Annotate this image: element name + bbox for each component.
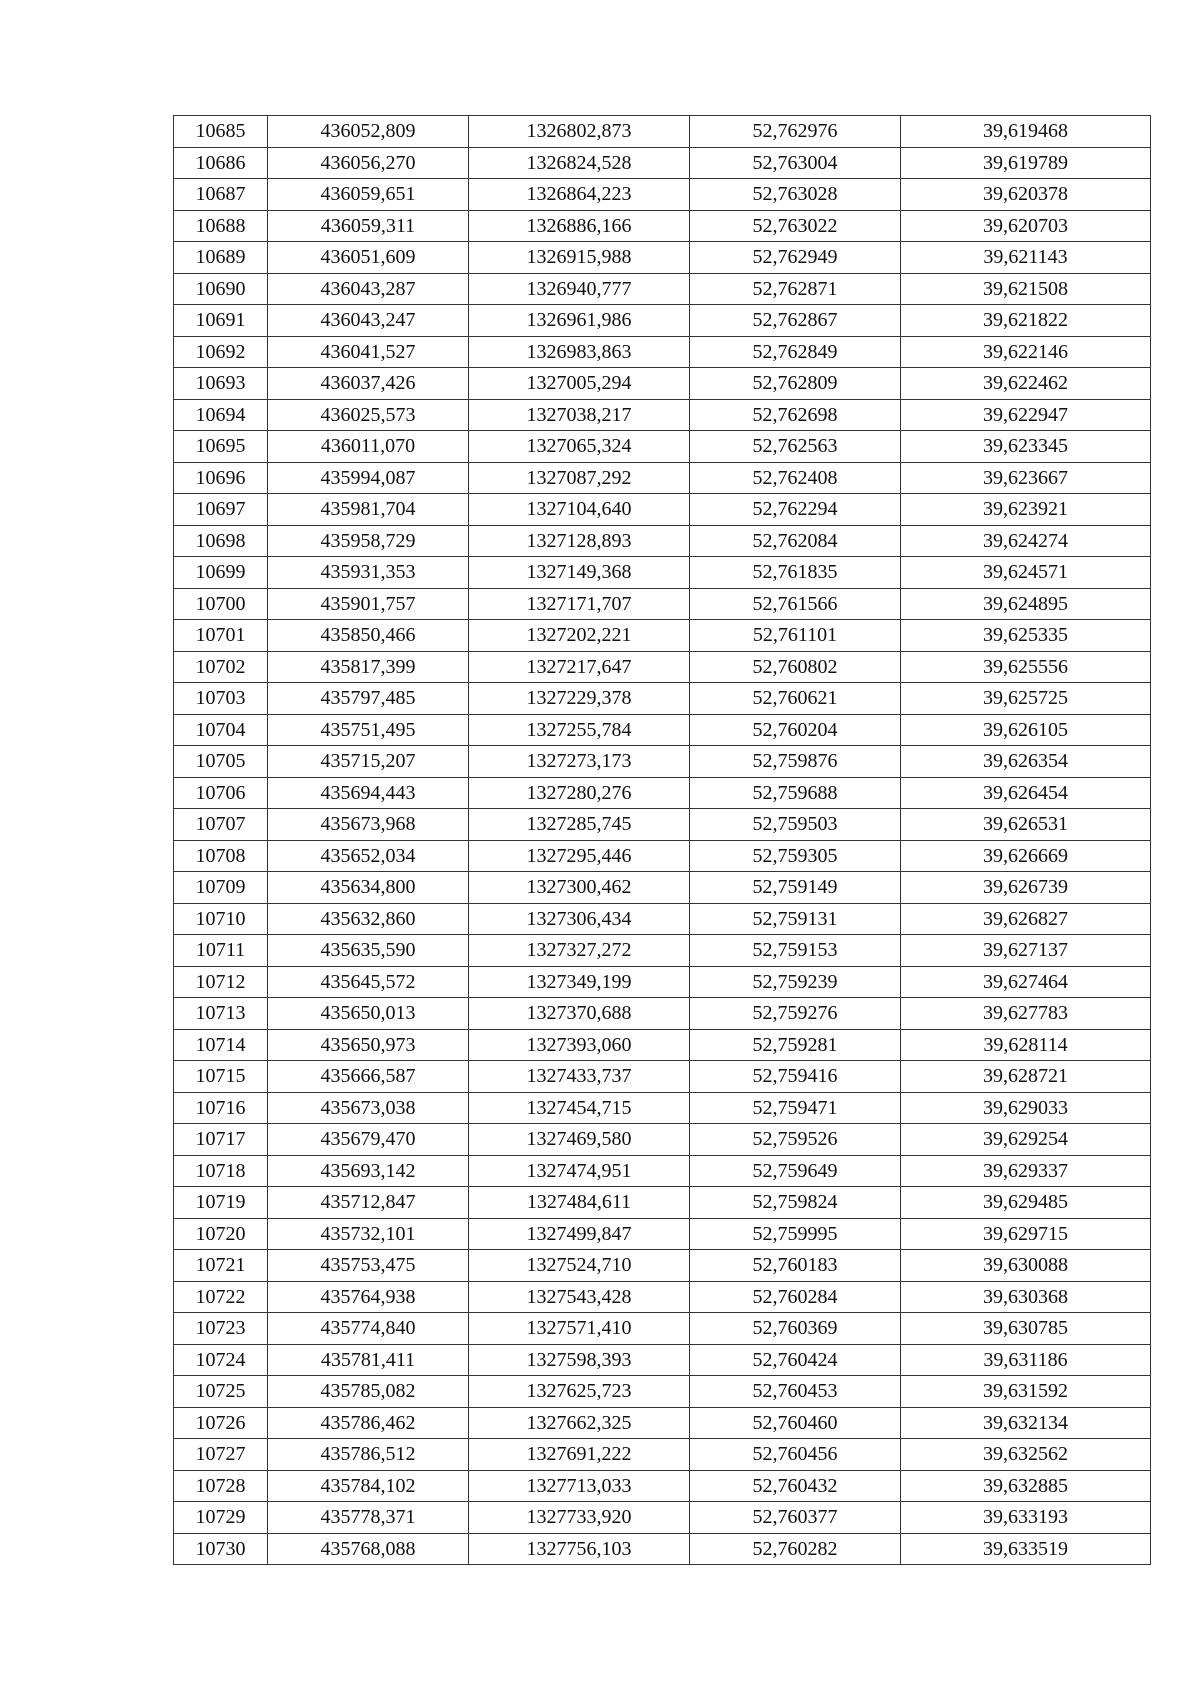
y-coordinate-cell: 1327171,707 (469, 588, 690, 620)
table-row (174, 305, 1151, 337)
point-number-cell: 10717 (174, 1124, 268, 1156)
table-row (174, 1344, 1151, 1376)
point-number-cell: 10687 (174, 179, 268, 211)
table-row (174, 1029, 1151, 1061)
x-coordinate-cell: 436025,573 (268, 399, 469, 431)
y-coordinate-cell: 1327306,434 (469, 903, 690, 935)
longitude-cell: 39,626531 (901, 809, 1151, 841)
point-number-cell: 10727 (174, 1439, 268, 1471)
latitude-cell: 52,760424 (690, 1344, 901, 1376)
table-row (174, 1313, 1151, 1345)
y-coordinate-cell: 1326940,777 (469, 273, 690, 305)
y-coordinate-cell: 1327217,647 (469, 651, 690, 683)
table-row (174, 1281, 1151, 1313)
coordinates-table-body (174, 116, 1151, 1565)
x-coordinate-cell: 435715,207 (268, 746, 469, 778)
latitude-cell: 52,759824 (690, 1187, 901, 1219)
point-number-cell: 10685 (174, 116, 268, 148)
point-number-cell: 10711 (174, 935, 268, 967)
x-coordinate-cell: 436052,809 (268, 116, 469, 148)
table-row (174, 651, 1151, 683)
point-number-cell: 10697 (174, 494, 268, 526)
y-coordinate-cell: 1327454,715 (469, 1092, 690, 1124)
point-number-cell: 10693 (174, 368, 268, 400)
point-number-cell: 10728 (174, 1470, 268, 1502)
table-row (174, 746, 1151, 778)
point-number-cell: 10714 (174, 1029, 268, 1061)
longitude-cell: 39,628721 (901, 1061, 1151, 1093)
longitude-cell: 39,632562 (901, 1439, 1151, 1471)
latitude-cell: 52,759281 (690, 1029, 901, 1061)
longitude-cell: 39,626669 (901, 840, 1151, 872)
point-number-cell: 10688 (174, 210, 268, 242)
longitude-cell: 39,630088 (901, 1250, 1151, 1282)
y-coordinate-cell: 1327202,221 (469, 620, 690, 652)
x-coordinate-cell: 435634,800 (268, 872, 469, 904)
longitude-cell: 39,619789 (901, 147, 1151, 179)
y-coordinate-cell: 1327065,324 (469, 431, 690, 463)
y-coordinate-cell: 1326824,528 (469, 147, 690, 179)
y-coordinate-cell: 1327469,580 (469, 1124, 690, 1156)
x-coordinate-cell: 435785,082 (268, 1376, 469, 1408)
point-number-cell: 10701 (174, 620, 268, 652)
latitude-cell: 52,760802 (690, 651, 901, 683)
x-coordinate-cell: 435778,371 (268, 1502, 469, 1534)
latitude-cell: 52,759471 (690, 1092, 901, 1124)
x-coordinate-cell: 436059,311 (268, 210, 469, 242)
longitude-cell: 39,621143 (901, 242, 1151, 274)
longitude-cell: 39,626354 (901, 746, 1151, 778)
latitude-cell: 52,762408 (690, 462, 901, 494)
longitude-cell: 39,629485 (901, 1187, 1151, 1219)
point-number-cell: 10706 (174, 777, 268, 809)
point-number-cell: 10704 (174, 714, 268, 746)
longitude-cell: 39,631186 (901, 1344, 1151, 1376)
latitude-cell: 52,760282 (690, 1533, 901, 1565)
y-coordinate-cell: 1327524,710 (469, 1250, 690, 1282)
point-number-cell: 10716 (174, 1092, 268, 1124)
point-number-cell: 10700 (174, 588, 268, 620)
x-coordinate-cell: 435764,938 (268, 1281, 469, 1313)
point-number-cell: 10730 (174, 1533, 268, 1565)
point-number-cell: 10707 (174, 809, 268, 841)
longitude-cell: 39,630368 (901, 1281, 1151, 1313)
point-number-cell: 10692 (174, 336, 268, 368)
x-coordinate-cell: 435781,411 (268, 1344, 469, 1376)
latitude-cell: 52,760432 (690, 1470, 901, 1502)
latitude-cell: 52,759305 (690, 840, 901, 872)
table-row (174, 1407, 1151, 1439)
x-coordinate-cell: 435786,462 (268, 1407, 469, 1439)
latitude-cell: 52,762084 (690, 525, 901, 557)
latitude-cell: 52,760460 (690, 1407, 901, 1439)
table-row (174, 777, 1151, 809)
x-coordinate-cell: 436056,270 (268, 147, 469, 179)
coordinates-table (173, 115, 1151, 1565)
table-row (174, 116, 1151, 148)
longitude-cell: 39,623667 (901, 462, 1151, 494)
longitude-cell: 39,627783 (901, 998, 1151, 1030)
table-row (174, 588, 1151, 620)
longitude-cell: 39,631592 (901, 1376, 1151, 1408)
longitude-cell: 39,629254 (901, 1124, 1151, 1156)
longitude-cell: 39,629033 (901, 1092, 1151, 1124)
table-row (174, 998, 1151, 1030)
latitude-cell: 52,759131 (690, 903, 901, 935)
point-number-cell: 10713 (174, 998, 268, 1030)
point-number-cell: 10696 (174, 462, 268, 494)
longitude-cell: 39,624895 (901, 588, 1151, 620)
latitude-cell: 52,762698 (690, 399, 901, 431)
y-coordinate-cell: 1327662,325 (469, 1407, 690, 1439)
y-coordinate-cell: 1327300,462 (469, 872, 690, 904)
x-coordinate-cell: 435797,485 (268, 683, 469, 715)
latitude-cell: 52,759526 (690, 1124, 901, 1156)
y-coordinate-cell: 1327733,920 (469, 1502, 690, 1534)
point-number-cell: 10695 (174, 431, 268, 463)
table-row (174, 1376, 1151, 1408)
longitude-cell: 39,630785 (901, 1313, 1151, 1345)
table-row (174, 273, 1151, 305)
x-coordinate-cell: 435650,013 (268, 998, 469, 1030)
x-coordinate-cell: 436037,426 (268, 368, 469, 400)
longitude-cell: 39,632885 (901, 1470, 1151, 1502)
x-coordinate-cell: 435784,102 (268, 1470, 469, 1502)
table-row (174, 399, 1151, 431)
latitude-cell: 52,762871 (690, 273, 901, 305)
point-number-cell: 10709 (174, 872, 268, 904)
latitude-cell: 52,759239 (690, 966, 901, 998)
y-coordinate-cell: 1327285,745 (469, 809, 690, 841)
point-number-cell: 10729 (174, 1502, 268, 1534)
point-number-cell: 10723 (174, 1313, 268, 1345)
longitude-cell: 39,629337 (901, 1155, 1151, 1187)
latitude-cell: 52,762809 (690, 368, 901, 400)
table-row (174, 1250, 1151, 1282)
latitude-cell: 52,759149 (690, 872, 901, 904)
y-coordinate-cell: 1327474,951 (469, 1155, 690, 1187)
x-coordinate-cell: 435632,860 (268, 903, 469, 935)
table-row (174, 1439, 1151, 1471)
table-row (174, 242, 1151, 274)
longitude-cell: 39,625335 (901, 620, 1151, 652)
y-coordinate-cell: 1326961,986 (469, 305, 690, 337)
point-number-cell: 10724 (174, 1344, 268, 1376)
y-coordinate-cell: 1327713,033 (469, 1470, 690, 1502)
point-number-cell: 10686 (174, 147, 268, 179)
longitude-cell: 39,620703 (901, 210, 1151, 242)
x-coordinate-cell: 435650,973 (268, 1029, 469, 1061)
y-coordinate-cell: 1327273,173 (469, 746, 690, 778)
x-coordinate-cell: 435712,847 (268, 1187, 469, 1219)
latitude-cell: 52,760183 (690, 1250, 901, 1282)
latitude-cell: 52,759688 (690, 777, 901, 809)
latitude-cell: 52,760456 (690, 1439, 901, 1471)
latitude-cell: 52,759876 (690, 746, 901, 778)
x-coordinate-cell: 435901,757 (268, 588, 469, 620)
x-coordinate-cell: 435981,704 (268, 494, 469, 526)
table-row (174, 714, 1151, 746)
x-coordinate-cell: 435652,034 (268, 840, 469, 872)
table-row (174, 179, 1151, 211)
latitude-cell: 52,759276 (690, 998, 901, 1030)
point-number-cell: 10702 (174, 651, 268, 683)
latitude-cell: 52,760377 (690, 1502, 901, 1534)
point-number-cell: 10726 (174, 1407, 268, 1439)
latitude-cell: 52,762949 (690, 242, 901, 274)
table-row (174, 336, 1151, 368)
y-coordinate-cell: 1327149,368 (469, 557, 690, 589)
latitude-cell: 52,763022 (690, 210, 901, 242)
latitude-cell: 52,763004 (690, 147, 901, 179)
table-row (174, 840, 1151, 872)
x-coordinate-cell: 435817,399 (268, 651, 469, 683)
y-coordinate-cell: 1327104,640 (469, 494, 690, 526)
y-coordinate-cell: 1327349,199 (469, 966, 690, 998)
latitude-cell: 52,760369 (690, 1313, 901, 1345)
y-coordinate-cell: 1326886,166 (469, 210, 690, 242)
y-coordinate-cell: 1327038,217 (469, 399, 690, 431)
table-row (174, 1187, 1151, 1219)
point-number-cell: 10689 (174, 242, 268, 274)
latitude-cell: 52,762294 (690, 494, 901, 526)
y-coordinate-cell: 1327543,428 (469, 1281, 690, 1313)
point-number-cell: 10690 (174, 273, 268, 305)
x-coordinate-cell: 435768,088 (268, 1533, 469, 1565)
latitude-cell: 52,761101 (690, 620, 901, 652)
latitude-cell: 52,761835 (690, 557, 901, 589)
longitude-cell: 39,624274 (901, 525, 1151, 557)
latitude-cell: 52,759153 (690, 935, 901, 967)
table-row (174, 1218, 1151, 1250)
point-number-cell: 10725 (174, 1376, 268, 1408)
table-row (174, 462, 1151, 494)
longitude-cell: 39,624571 (901, 557, 1151, 589)
longitude-cell: 39,625556 (901, 651, 1151, 683)
x-coordinate-cell: 435850,466 (268, 620, 469, 652)
x-coordinate-cell: 435786,512 (268, 1439, 469, 1471)
latitude-cell: 52,760284 (690, 1281, 901, 1313)
point-number-cell: 10699 (174, 557, 268, 589)
longitude-cell: 39,622947 (901, 399, 1151, 431)
longitude-cell: 39,626827 (901, 903, 1151, 935)
latitude-cell: 52,759416 (690, 1061, 901, 1093)
longitude-cell: 39,625725 (901, 683, 1151, 715)
y-coordinate-cell: 1327229,378 (469, 683, 690, 715)
table-row (174, 903, 1151, 935)
table-row (174, 1533, 1151, 1565)
point-number-cell: 10694 (174, 399, 268, 431)
x-coordinate-cell: 435666,587 (268, 1061, 469, 1093)
table-row (174, 525, 1151, 557)
table-row (174, 431, 1151, 463)
longitude-cell: 39,623345 (901, 431, 1151, 463)
y-coordinate-cell: 1327005,294 (469, 368, 690, 400)
y-coordinate-cell: 1327295,446 (469, 840, 690, 872)
point-number-cell: 10708 (174, 840, 268, 872)
latitude-cell: 52,760204 (690, 714, 901, 746)
table-row (174, 809, 1151, 841)
latitude-cell: 52,762849 (690, 336, 901, 368)
longitude-cell: 39,628114 (901, 1029, 1151, 1061)
x-coordinate-cell: 435679,470 (268, 1124, 469, 1156)
longitude-cell: 39,621822 (901, 305, 1151, 337)
table-row (174, 1470, 1151, 1502)
y-coordinate-cell: 1327433,737 (469, 1061, 690, 1093)
latitude-cell: 52,762867 (690, 305, 901, 337)
y-coordinate-cell: 1327484,611 (469, 1187, 690, 1219)
x-coordinate-cell: 435753,475 (268, 1250, 469, 1282)
longitude-cell: 39,626454 (901, 777, 1151, 809)
latitude-cell: 52,760621 (690, 683, 901, 715)
x-coordinate-cell: 435774,840 (268, 1313, 469, 1345)
table-row (174, 1155, 1151, 1187)
table-row (174, 1061, 1151, 1093)
y-coordinate-cell: 1327598,393 (469, 1344, 690, 1376)
longitude-cell: 39,629715 (901, 1218, 1151, 1250)
table-row (174, 147, 1151, 179)
point-number-cell: 10718 (174, 1155, 268, 1187)
longitude-cell: 39,633193 (901, 1502, 1151, 1534)
point-number-cell: 10703 (174, 683, 268, 715)
latitude-cell: 52,759503 (690, 809, 901, 841)
longitude-cell: 39,621508 (901, 273, 1151, 305)
point-number-cell: 10720 (174, 1218, 268, 1250)
y-coordinate-cell: 1327370,688 (469, 998, 690, 1030)
longitude-cell: 39,632134 (901, 1407, 1151, 1439)
latitude-cell: 52,763028 (690, 179, 901, 211)
y-coordinate-cell: 1327393,060 (469, 1029, 690, 1061)
point-number-cell: 10722 (174, 1281, 268, 1313)
longitude-cell: 39,619468 (901, 116, 1151, 148)
table-row (174, 494, 1151, 526)
table-row (174, 1092, 1151, 1124)
point-number-cell: 10719 (174, 1187, 268, 1219)
y-coordinate-cell: 1326983,863 (469, 336, 690, 368)
x-coordinate-cell: 435694,443 (268, 777, 469, 809)
table-row (174, 966, 1151, 998)
y-coordinate-cell: 1327625,723 (469, 1376, 690, 1408)
point-number-cell: 10705 (174, 746, 268, 778)
y-coordinate-cell: 1327087,292 (469, 462, 690, 494)
point-number-cell: 10710 (174, 903, 268, 935)
table-row (174, 683, 1151, 715)
x-coordinate-cell: 435645,572 (268, 966, 469, 998)
x-coordinate-cell: 435732,101 (268, 1218, 469, 1250)
point-number-cell: 10712 (174, 966, 268, 998)
y-coordinate-cell: 1327499,847 (469, 1218, 690, 1250)
latitude-cell: 52,761566 (690, 588, 901, 620)
table-row (174, 935, 1151, 967)
longitude-cell: 39,623921 (901, 494, 1151, 526)
y-coordinate-cell: 1327255,784 (469, 714, 690, 746)
y-coordinate-cell: 1327691,222 (469, 1439, 690, 1471)
table-row (174, 872, 1151, 904)
longitude-cell: 39,627464 (901, 966, 1151, 998)
x-coordinate-cell: 435958,729 (268, 525, 469, 557)
x-coordinate-cell: 436041,527 (268, 336, 469, 368)
x-coordinate-cell: 435673,968 (268, 809, 469, 841)
longitude-cell: 39,626739 (901, 872, 1151, 904)
y-coordinate-cell: 1327280,276 (469, 777, 690, 809)
latitude-cell: 52,762563 (690, 431, 901, 463)
x-coordinate-cell: 436043,247 (268, 305, 469, 337)
table-row (174, 557, 1151, 589)
y-coordinate-cell: 1326864,223 (469, 179, 690, 211)
longitude-cell: 39,620378 (901, 179, 1151, 211)
table-row (174, 620, 1151, 652)
x-coordinate-cell: 435673,038 (268, 1092, 469, 1124)
x-coordinate-cell: 436059,651 (268, 179, 469, 211)
latitude-cell: 52,759995 (690, 1218, 901, 1250)
x-coordinate-cell: 436011,070 (268, 431, 469, 463)
longitude-cell: 39,622462 (901, 368, 1151, 400)
table-row (174, 210, 1151, 242)
x-coordinate-cell: 436051,609 (268, 242, 469, 274)
x-coordinate-cell: 435693,142 (268, 1155, 469, 1187)
latitude-cell: 52,760453 (690, 1376, 901, 1408)
x-coordinate-cell: 435635,590 (268, 935, 469, 967)
x-coordinate-cell: 436043,287 (268, 273, 469, 305)
y-coordinate-cell: 1326915,988 (469, 242, 690, 274)
table-row (174, 1124, 1151, 1156)
point-number-cell: 10715 (174, 1061, 268, 1093)
point-number-cell: 10691 (174, 305, 268, 337)
longitude-cell: 39,622146 (901, 336, 1151, 368)
longitude-cell: 39,627137 (901, 935, 1151, 967)
x-coordinate-cell: 435931,353 (268, 557, 469, 589)
latitude-cell: 52,762976 (690, 116, 901, 148)
y-coordinate-cell: 1327571,410 (469, 1313, 690, 1345)
table-row (174, 1502, 1151, 1534)
y-coordinate-cell: 1326802,873 (469, 116, 690, 148)
point-number-cell: 10721 (174, 1250, 268, 1282)
y-coordinate-cell: 1327756,103 (469, 1533, 690, 1565)
x-coordinate-cell: 435751,495 (268, 714, 469, 746)
latitude-cell: 52,759649 (690, 1155, 901, 1187)
table-row (174, 368, 1151, 400)
y-coordinate-cell: 1327327,272 (469, 935, 690, 967)
longitude-cell: 39,626105 (901, 714, 1151, 746)
x-coordinate-cell: 435994,087 (268, 462, 469, 494)
point-number-cell: 10698 (174, 525, 268, 557)
longitude-cell: 39,633519 (901, 1533, 1151, 1565)
y-coordinate-cell: 1327128,893 (469, 525, 690, 557)
